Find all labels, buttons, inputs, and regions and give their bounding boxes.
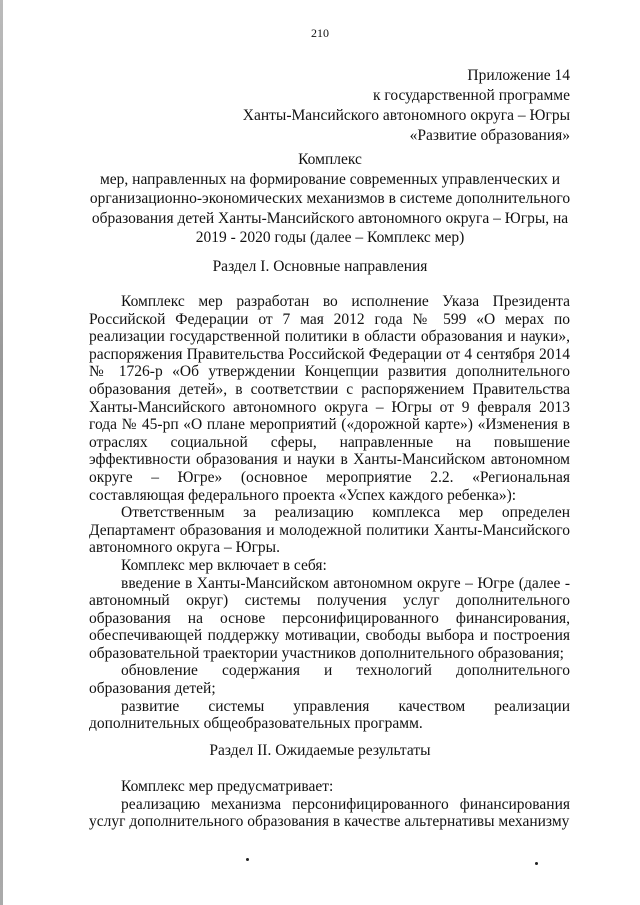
paragraph: введение в Ханты-Мансийском автономном округе – Югре (далее - автономный округ) системы получения услуг дополнительного образования на основе персонифицированного финансирования, обеспечивающей поддержку мотивации, свободы выбора и построения образовательной траектории участников дополнительного образования; [89, 574, 570, 662]
paragraph: Комплекс мер предусматривает: [121, 778, 334, 795]
section-2-heading: Раздел II. Ожидаемые результаты [209, 742, 431, 759]
title-word: Комплекс [298, 151, 362, 168]
scan-speck [535, 862, 538, 865]
paragraph: обновление содержания и технологий дополнительного образования детей; [89, 662, 570, 698]
scan-edge [0, 0, 3, 905]
appendix-line-1: Приложение 14 [467, 67, 570, 84]
scan-speck [246, 858, 249, 861]
section-2-body [89, 778, 570, 831]
paragraph: Комплекс мер включает в себя: [121, 556, 327, 574]
paragraph: Комплекс мер разработан во исполнение Указа Президента Российской Федерации от 7 мая 2012 года № 599 «О мерах по реализации государственной политики в области образования и науки», распоряжения Правительства Российской Федерации от 4 сентября 2014 № 1726-р «Об утверждении Концепции развития дополнительного образования детей», в соответствии с распоряжением Правительства Ханты-Мансийского автономного округа – Югры от 9 февраля 2013 года № 45-рп «О плане мероприятий («дорожной карте») «Изменения в отраслях социальной сферы, направленные на повышение эффективности образования и науки в Ханты-Мансийском автономном округе – Югре» (основное мероприятие 2.2. «Региональная составляющая федерального проекта «Успех каждого ребенка»): [89, 293, 570, 504]
appendix-line-3: Ханты-Мансийского автономного округа – Югры [242, 107, 570, 124]
document-title [80, 150, 580, 248]
section-1-heading: Раздел I. Основные направления [212, 258, 428, 275]
paragraph: Ответственным за реализацию комплекса мер определен Департамент образования и молодежной политики Ханты-Мансийского автономного округа – Югры. [89, 504, 570, 557]
title-text: мер, направленных на формирование современных управленческих и организационно-экономических механизмов в системе дополнительного образования детей Ханты-Мансийского автономного округа – Югры, на 2019 - 2020 годы (далее – Комплекс мер) [89, 170, 571, 246]
appendix-line-4: «Развитие образования» [409, 127, 570, 144]
paragraph: реализацию механизма персонифицированного финансирования услуг дополнительного образования в качестве альтернативы механизму [89, 795, 570, 831]
page-number: 210 [311, 26, 329, 40]
section-1-body [89, 293, 570, 733]
paragraph: развитие системы управления качеством реализации дополнительных общеобразовательных программ. [89, 697, 570, 733]
appendix-header [243, 66, 570, 146]
appendix-line-2: к государственной программе [372, 87, 570, 104]
